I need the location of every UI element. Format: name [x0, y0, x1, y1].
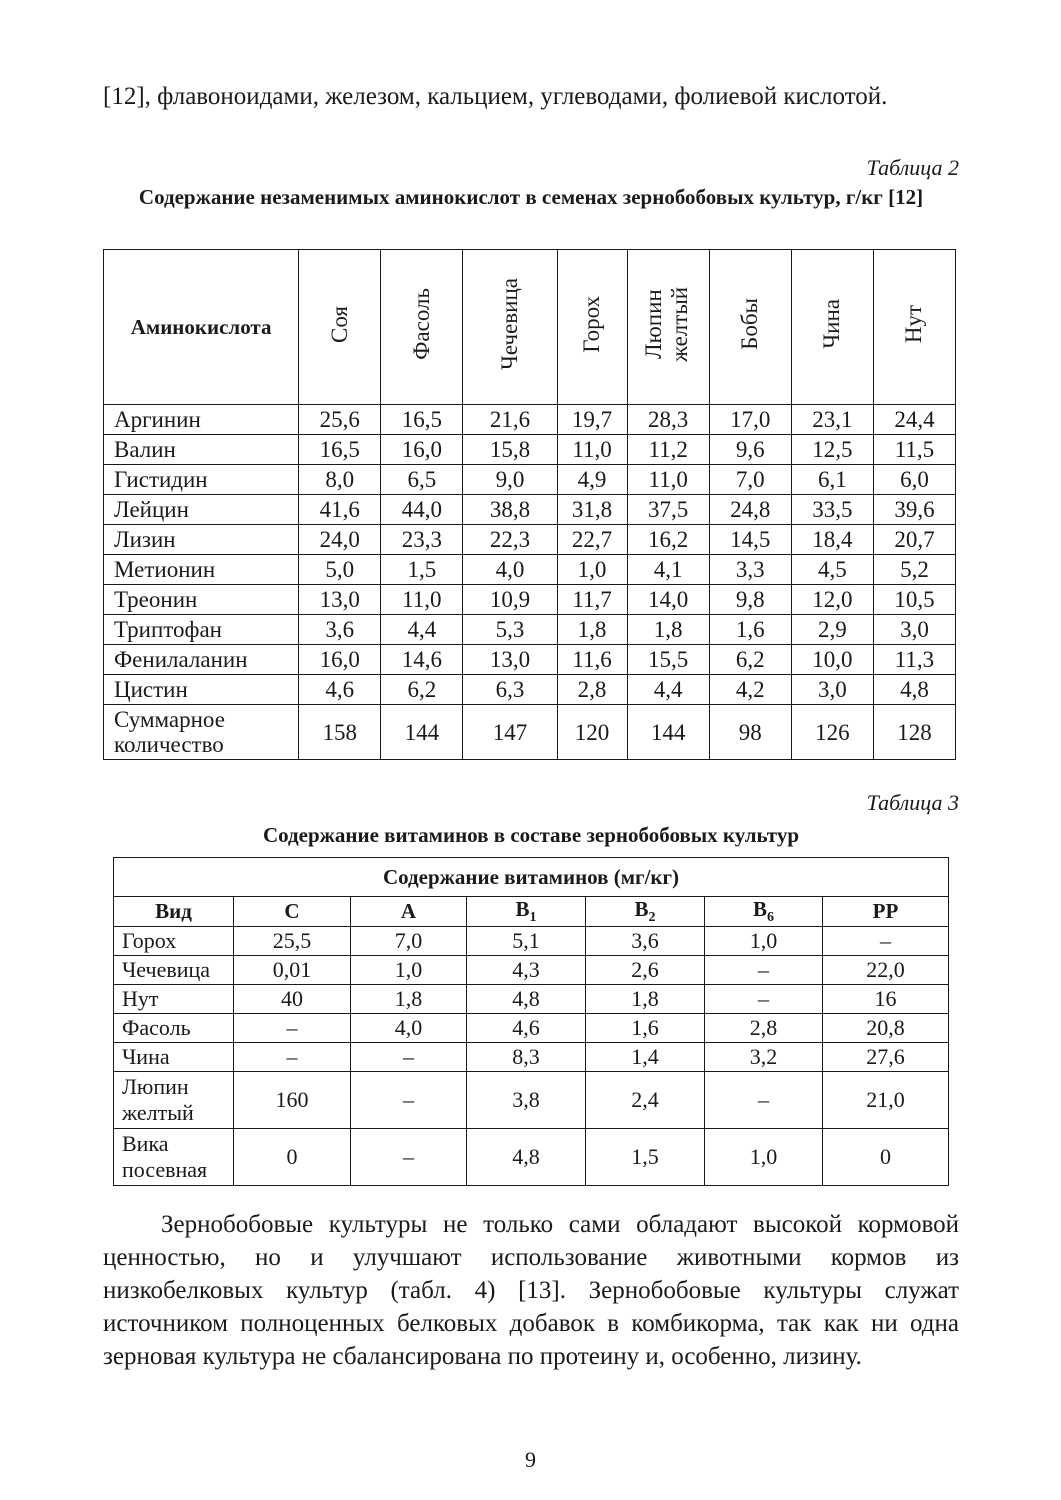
- table-row: [114, 927, 949, 956]
- table-cell: 158: [299, 705, 381, 760]
- table-row: [104, 555, 956, 585]
- crop-name: Вика посевная: [114, 1129, 234, 1186]
- table-cell: 9,6: [709, 435, 791, 465]
- table-cell: 24,0: [299, 525, 381, 555]
- table-cell: 2,8: [705, 1014, 823, 1043]
- table-cell: 2,6: [586, 956, 705, 985]
- vitamins-table: [113, 857, 949, 1186]
- vitamin-subscript: 6: [767, 910, 774, 926]
- table-cell: 20,7: [873, 525, 955, 555]
- table-cell: 98: [709, 705, 791, 760]
- table-cell: 15,5: [627, 645, 709, 675]
- table-cell: –: [705, 1072, 823, 1129]
- table-cell: 11,7: [557, 585, 627, 615]
- table3-col-header: [467, 897, 586, 927]
- table-cell: 3,3: [709, 555, 791, 585]
- vitamin-subscript: 1: [529, 910, 537, 926]
- table-cell: 37,5: [627, 495, 709, 525]
- table2-col-header: [791, 250, 873, 405]
- table-cell: 6,0: [873, 465, 955, 495]
- table2-col-header: [709, 250, 791, 405]
- table-cell: 4,8: [873, 675, 955, 705]
- table-cell: 11,5: [873, 435, 955, 465]
- vitamin-name: C: [284, 899, 300, 924]
- table-cell: 1,5: [381, 555, 463, 585]
- table-cell: 40: [234, 985, 351, 1014]
- table-cell: –: [351, 1043, 467, 1072]
- table2-col-label: Нут: [901, 304, 927, 344]
- table-cell: 4,8: [467, 985, 586, 1014]
- table-row: [114, 1043, 949, 1072]
- table-cell: 4,0: [463, 555, 557, 585]
- table-cell: 11,0: [627, 465, 709, 495]
- table-cell: 22,7: [557, 525, 627, 555]
- table-cell: 23,3: [381, 525, 463, 555]
- table-cell: 10,5: [873, 585, 955, 615]
- table-row: [104, 585, 956, 615]
- table2-title: Содержание незаменимых аминокислот в семенах зернобобовых культур, г/кг [12]: [138, 185, 924, 209]
- table-cell: 15,8: [463, 435, 557, 465]
- crop-name: Фасоль: [114, 1014, 234, 1043]
- table-row: [104, 645, 956, 675]
- table-cell: 8,3: [467, 1043, 586, 1072]
- table-cell: 120: [557, 705, 627, 760]
- table-cell: 9,0: [463, 465, 557, 495]
- table-cell: 12,0: [791, 585, 873, 615]
- table-cell: 16,0: [381, 435, 463, 465]
- table2-col-header: [299, 250, 381, 405]
- table-cell: 1,0: [351, 956, 467, 985]
- table-cell: 24,4: [873, 405, 955, 435]
- amino-acid-name: Триптофан: [104, 615, 299, 645]
- table-row: [104, 675, 956, 705]
- table-cell: 1,8: [351, 985, 467, 1014]
- table-cell: 10,0: [791, 645, 873, 675]
- table3-group-header-row: [114, 858, 949, 897]
- crop-name: Люпин желтый: [114, 1072, 234, 1129]
- table-cell: 11,3: [873, 645, 955, 675]
- table-row: [104, 435, 956, 465]
- table-cell: 38,8: [463, 495, 557, 525]
- table-cell: 22,3: [463, 525, 557, 555]
- table-cell: 2,4: [586, 1072, 705, 1129]
- table-cell: 126: [791, 705, 873, 760]
- table-cell: 6,2: [709, 645, 791, 675]
- table-cell: 1,6: [586, 1014, 705, 1043]
- table-cell: 4,4: [627, 675, 709, 705]
- table-cell: 5,0: [299, 555, 381, 585]
- table-cell: –: [351, 1072, 467, 1129]
- table-row: [104, 615, 956, 645]
- table-row: [104, 495, 956, 525]
- table-cell: –: [705, 956, 823, 985]
- table-cell: 11,0: [557, 435, 627, 465]
- table2-col-label: Чечевица: [496, 277, 522, 371]
- amino-acid-name: Треонин: [104, 585, 299, 615]
- table2-col-label: Чина: [819, 299, 845, 349]
- table-cell: 28,3: [627, 405, 709, 435]
- table-cell: 9,8: [709, 585, 791, 615]
- table-cell: 1,8: [627, 615, 709, 645]
- table-cell: 0: [823, 1129, 949, 1186]
- table-cell: 13,0: [463, 645, 557, 675]
- table3-col-header: [351, 897, 467, 927]
- table2-header-first: Аминокислота: [104, 250, 299, 405]
- table-cell: 25,5: [234, 927, 351, 956]
- table2-col-header: [381, 250, 463, 405]
- amino-acid-name: Фенилаланин: [104, 645, 299, 675]
- table-cell: 31,8: [557, 495, 627, 525]
- table-cell: 4,2: [709, 675, 791, 705]
- table-cell: 25,6: [299, 405, 381, 435]
- table-cell: 1,0: [557, 555, 627, 585]
- table-cell: 5,2: [873, 555, 955, 585]
- table3-label: Таблица 3: [866, 790, 959, 815]
- table-cell: 128: [873, 705, 955, 760]
- table-cell: 4,5: [791, 555, 873, 585]
- amino-acid-name: Суммарное количество: [104, 705, 299, 760]
- table-cell: 4,6: [467, 1014, 586, 1043]
- table-cell: 3,2: [705, 1043, 823, 1072]
- table3-header-row: [114, 897, 949, 927]
- table-cell: 7,0: [709, 465, 791, 495]
- table-cell: 33,5: [791, 495, 873, 525]
- table-row: [104, 705, 956, 760]
- table-cell: 3,0: [873, 615, 955, 645]
- amino-acid-name: Цистин: [104, 675, 299, 705]
- table-row: [114, 1072, 949, 1129]
- table-cell: 1,0: [705, 927, 823, 956]
- crop-name: Горох: [114, 927, 234, 956]
- amino-acid-name: Лизин: [104, 525, 299, 555]
- intro-paragraph: [12], флавоноидами, железом, кальцием, углеводами, фолиевой кислотой.: [103, 83, 888, 110]
- amino-acid-name: Лейцин: [104, 495, 299, 525]
- table-row: [104, 525, 956, 555]
- table-cell: 16,0: [299, 645, 381, 675]
- table-cell: –: [351, 1129, 467, 1186]
- table-cell: 160: [234, 1072, 351, 1129]
- table-cell: 39,6: [873, 495, 955, 525]
- table-cell: 4,0: [351, 1014, 467, 1043]
- table-cell: 3,0: [791, 675, 873, 705]
- table-cell: 5,1: [467, 927, 586, 956]
- amino-acid-name: Гистидин: [104, 465, 299, 495]
- table-cell: 4,9: [557, 465, 627, 495]
- table-cell: 144: [627, 705, 709, 760]
- table-cell: 17,0: [709, 405, 791, 435]
- table-cell: 27,6: [823, 1043, 949, 1072]
- table2-col-header: [873, 250, 955, 405]
- table-cell: 6,1: [791, 465, 873, 495]
- table2-col-header: [627, 250, 709, 405]
- table-cell: 1,8: [586, 985, 705, 1014]
- table-cell: 24,8: [709, 495, 791, 525]
- crop-name: Нут: [114, 985, 234, 1014]
- crop-name: Чечевица: [114, 956, 234, 985]
- table-row: [104, 465, 956, 495]
- table-cell: 3,6: [586, 927, 705, 956]
- table2-col-header: [557, 250, 627, 405]
- table-cell: 16,2: [627, 525, 709, 555]
- table-row: [104, 405, 956, 435]
- table-cell: 6,3: [463, 675, 557, 705]
- table-cell: 21,6: [463, 405, 557, 435]
- table-cell: –: [234, 1014, 351, 1043]
- table-cell: 20,8: [823, 1014, 949, 1043]
- amino-acids-table: [103, 249, 956, 760]
- table-cell: 11,6: [557, 645, 627, 675]
- table-cell: 10,9: [463, 585, 557, 615]
- table-cell: 1,5: [586, 1129, 705, 1186]
- table3-col-header: [586, 897, 705, 927]
- table-cell: –: [234, 1043, 351, 1072]
- table-cell: 1,8: [557, 615, 627, 645]
- vitamin-name: B: [515, 897, 530, 921]
- vitamin-name: PP: [872, 899, 899, 924]
- table-row: [114, 1014, 949, 1043]
- table2-header-row: [104, 250, 956, 405]
- table-cell: 11,0: [381, 585, 463, 615]
- table-cell: 12,5: [791, 435, 873, 465]
- table-cell: 3,6: [299, 615, 381, 645]
- table3-col-header: [823, 897, 949, 927]
- table-cell: 144: [381, 705, 463, 760]
- table2-col-header: [463, 250, 557, 405]
- table-cell: 6,2: [381, 675, 463, 705]
- table-cell: 4,3: [467, 956, 586, 985]
- page-number: 9: [525, 1447, 536, 1472]
- table-cell: 2,9: [791, 615, 873, 645]
- table-row: [114, 985, 949, 1014]
- table-cell: 16,5: [299, 435, 381, 465]
- table-cell: 22,0: [823, 956, 949, 985]
- body-paragraph: Зернобобовые культуры не только сами обладают высокой кормовой ценностью, но и улучшают использование животными кормов из низкобелковых культур (табл. 4) [13]. Зернобобовые культуры служат источником полноценных белковых добавок в комбикорма, так как ни одна зерновая культура не сбалансирована по протеину и, особенно, лизину.: [103, 1211, 959, 1370]
- table-cell: 19,7: [557, 405, 627, 435]
- table-cell: 18,4: [791, 525, 873, 555]
- table-cell: 4,4: [381, 615, 463, 645]
- table2-label: Таблица 2: [866, 155, 959, 180]
- vitamin-subscript: 2: [648, 910, 656, 926]
- table3-col-header: [705, 897, 823, 927]
- amino-acid-name: Валин: [104, 435, 299, 465]
- table3-col-header: [234, 897, 351, 927]
- amino-acid-name: Аргинин: [104, 405, 299, 435]
- table-cell: 41,6: [299, 495, 381, 525]
- table3-header-first: Вид: [114, 897, 234, 927]
- vitamin-name: A: [400, 899, 417, 924]
- table-cell: 2,8: [557, 675, 627, 705]
- crop-name: Чина: [114, 1043, 234, 1072]
- vitamin-name: B: [752, 897, 767, 921]
- table2-col-label: Бобы: [737, 298, 763, 350]
- table-cell: 8,0: [299, 465, 381, 495]
- table-cell: 11,2: [627, 435, 709, 465]
- table-cell: 21,0: [823, 1072, 949, 1129]
- table-cell: 147: [463, 705, 557, 760]
- table-cell: 1,4: [586, 1043, 705, 1072]
- table-cell: 4,8: [467, 1129, 586, 1186]
- table-cell: 14,6: [381, 645, 463, 675]
- table-cell: 3,8: [467, 1072, 586, 1129]
- table-cell: 4,6: [299, 675, 381, 705]
- table-cell: –: [823, 927, 949, 956]
- table-cell: 14,5: [709, 525, 791, 555]
- table-cell: 1,0: [705, 1129, 823, 1186]
- table-cell: 16: [823, 985, 949, 1014]
- table2-col-label: Соя: [326, 305, 352, 343]
- table-cell: 6,5: [381, 465, 463, 495]
- table-cell: 5,3: [463, 615, 557, 645]
- table-cell: 4,1: [627, 555, 709, 585]
- vitamin-name: B: [634, 897, 649, 921]
- table-cell: 13,0: [299, 585, 381, 615]
- table-cell: 7,0: [351, 927, 467, 956]
- table-row: [114, 1129, 949, 1186]
- table-cell: 44,0: [381, 495, 463, 525]
- table3-title: Содержание витаминов в составе зернобобовых культур: [262, 823, 799, 847]
- table2-col-label: Люпин желтый: [641, 286, 693, 362]
- table-cell: 0,01: [234, 956, 351, 985]
- table-cell: 14,0: [627, 585, 709, 615]
- table-cell: 16,5: [381, 405, 463, 435]
- table2-col-label: Горох: [579, 295, 605, 353]
- table2-col-label: Фасоль: [408, 288, 434, 360]
- table-row: [114, 956, 949, 985]
- table-cell: 23,1: [791, 405, 873, 435]
- table-cell: 1,6: [709, 615, 791, 645]
- amino-acid-name: Метионин: [104, 555, 299, 585]
- table-cell: 0: [234, 1129, 351, 1186]
- table-cell: –: [705, 985, 823, 1014]
- table3-group-header: Содержание витаминов (мг/кг): [114, 858, 949, 897]
